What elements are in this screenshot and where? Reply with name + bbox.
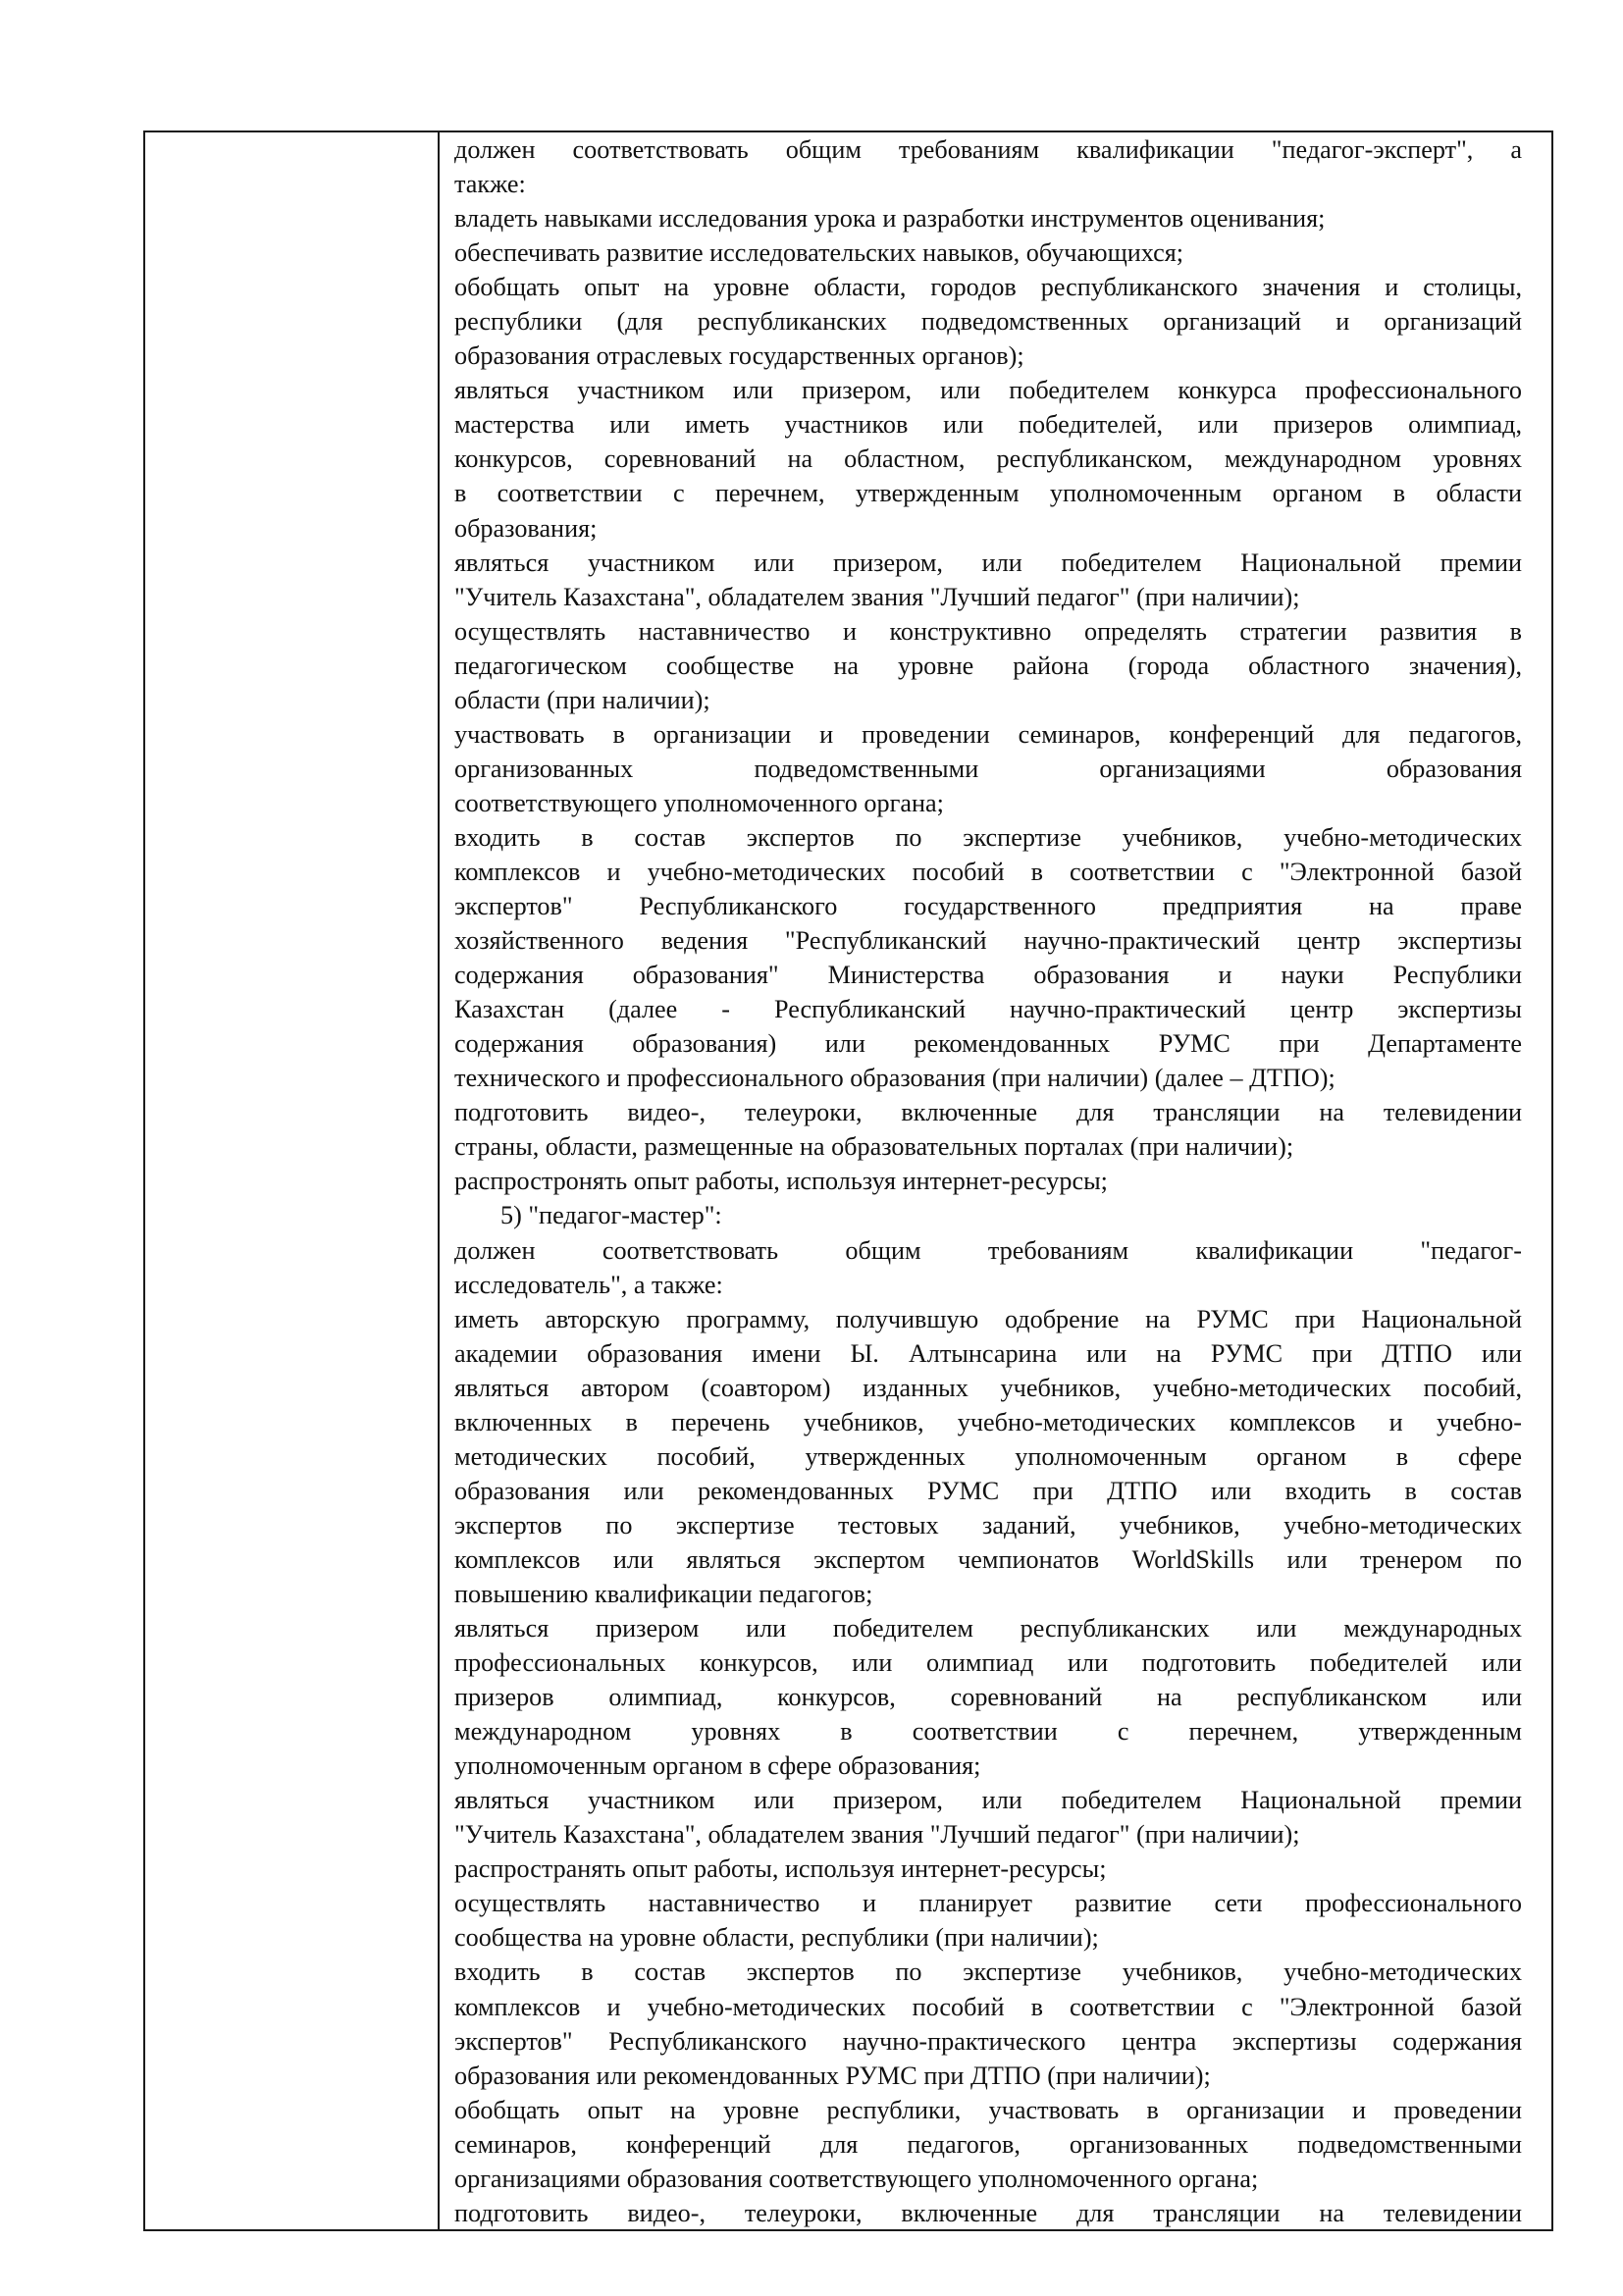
text-line: должен соответствовать общим требованиям квалификации "педагог-эксперт", а [454, 135, 1522, 164]
text-line: организациями образования соответствующего уполномоченного органа; [454, 2164, 1259, 2193]
text-line: технического и профессионального образования (при наличии) (далее – ДТПО); [454, 1064, 1335, 1093]
text-line: уполномоченным органом в сфере образования; [454, 1751, 981, 1781]
text-line: образования; [454, 513, 598, 543]
text-line: обеспечивать развитие исследовательских навыков, обучающихся; [454, 238, 1184, 268]
text-line: образования или рекомендованных РУМС при ДТПО (при наличии); [454, 2061, 1211, 2090]
text-line: осуществлять наставничество и планирует развитие сети профессионального [454, 1889, 1522, 1918]
text-line: образования или рекомендованных РУМС при ДТПО или входить в состав [454, 1476, 1522, 1505]
text-line: экспертов" Республиканского научно-практического центра экспертизы содержания [454, 2026, 1522, 2056]
text-line: являться автором (соавтором) изданных учебников, учебно-методических пособий, [454, 1373, 1522, 1402]
text-line: содержания образования" Министерства образования и науки Республики [454, 961, 1522, 990]
text-line: экспертов" Республиканского государственного предприятия на праве [454, 892, 1522, 921]
text-line: "Учитель Казахстана", обладателем звания "Лучший педагог" (при наличии); [454, 582, 1300, 611]
text-line: комплексов и учебно-методических пособий в соответствии с "Электронной базой [454, 1992, 1522, 2021]
requirements-table [143, 130, 1553, 2231]
text-line: участвовать в организации и проведении семинаров, конференций для педагогов, [454, 719, 1522, 749]
text-line: призеров олимпиад, конкурсов, соревнований на республиканском или [454, 1683, 1522, 1712]
text-line: повышению квалификации педагогов; [454, 1579, 873, 1608]
text-line: должен соответствовать общим требованиям квалификации "педагог- [454, 1235, 1522, 1265]
text-line: обобщать опыт на уровне республики, участвовать в организации и проведении [454, 2095, 1522, 2124]
text-line: включенных в перечень учебников, учебно-методических комплексов и учебно- [454, 1407, 1522, 1436]
text-line: профессиональных конкурсов, или олимпиад или подготовить победителей или [454, 1648, 1522, 1678]
text-line: образования отраслевых государственных органов); [454, 341, 1024, 371]
text-line: являться участником или призером, или победителем конкурса профессионального [454, 376, 1522, 405]
text-line: являться призером или победителем республиканских или международных [454, 1614, 1522, 1644]
text-line: в соответствии с перечнем, утвержденным уполномоченным органом в области [454, 479, 1522, 508]
table-right-cell [440, 132, 1551, 2229]
text-line: экспертов по экспертизе тестовых заданий, учебников, учебно-методических [454, 1510, 1522, 1539]
text-line: распростронять опыт работы, используя интернет-ресурсы; [454, 1167, 1108, 1196]
text-line: входить в состав экспертов по экспертизе учебников, учебно-методических [454, 1957, 1522, 1987]
text-line: "Учитель Казахстана", обладателем звания "Лучший педагог" (при наличии); [454, 1820, 1300, 1850]
text-line: методических пособий, утвержденных уполномоченным органом в сфере [454, 1441, 1522, 1471]
text-line: являться участником или призером, или победителем Национальной премии [454, 1786, 1522, 1815]
text-line: содержания образования) или рекомендованных РУМС при Департаменте [454, 1029, 1522, 1059]
text-line: осуществлять наставничество и конструктивно определять стратегии развития в [454, 616, 1522, 646]
text-line: обобщать опыт на уровне области, городов республиканского значения и столицы, [454, 273, 1522, 302]
text-line: сообщества на уровне области, республики (при наличии); [454, 1923, 1099, 1953]
text-line: страны, области, размещенные на образовательных порталах (при наличии); [454, 1132, 1294, 1162]
text-line: организованных подведомственными организациями образования [454, 754, 1522, 783]
text-line: иметь авторскую программу, получившую одобрение на РУМС при Национальной [454, 1304, 1522, 1333]
text-line: международном уровнях в соответствии с перечнем, утвержденным [454, 1717, 1522, 1747]
text-line: хозяйственного ведения "Республиканский научно-практический центр экспертизы [454, 926, 1522, 956]
text-line: 5) "педагог-мастер": [500, 1201, 722, 1230]
text-line: входить в состав экспертов по экспертизе учебников, учебно-методических [454, 822, 1522, 852]
text-line: являться участником или призером, или победителем Национальной премии [454, 548, 1522, 577]
text-line: мастерства или иметь участников или победителей, или призеров олимпиад, [454, 410, 1522, 440]
table-left-cell [145, 132, 440, 2229]
text-line: также: [454, 170, 526, 199]
text-line: комплексов и учебно-методических пособий в соответствии с "Электронной базой [454, 857, 1522, 886]
text-line: Казахстан (далее - Республиканский научно-практический центр экспертизы [454, 995, 1522, 1024]
text-line: академии образования имени Ы. Алтынсарина или на РУМС при ДТПО или [454, 1338, 1522, 1368]
text-line: области (при наличии); [454, 685, 710, 714]
text-line: республики (для республиканских подведомственных организаций и организаций [454, 307, 1522, 337]
text-line: конкурсов, соревнований на областном, республиканском, международном уровнях [454, 444, 1522, 474]
text-line: соответствующего уполномоченного органа; [454, 788, 944, 817]
text-line: семинаров, конференций для педагогов, организованных подведомственными [454, 2129, 1522, 2159]
text-line: распространять опыт работы, используя интернет-ресурсы; [454, 1854, 1107, 1884]
text-line: подготовить видео-, телеуроки, включенные для трансляции на телевидении [454, 2198, 1522, 2227]
text-line: владеть навыками исследования урока и разработки инструментов оценивания; [454, 204, 1326, 234]
text-line: подготовить видео-, телеуроки, включенные для трансляции на телевидении [454, 1098, 1522, 1127]
text-line: педагогическом сообществе на уровне района (города областного значения), [454, 651, 1522, 680]
text-line: комплексов или являться экспертом чемпионатов WorldSkills или тренером по [454, 1544, 1522, 1574]
text-line: исследователь", а также: [454, 1270, 723, 1299]
